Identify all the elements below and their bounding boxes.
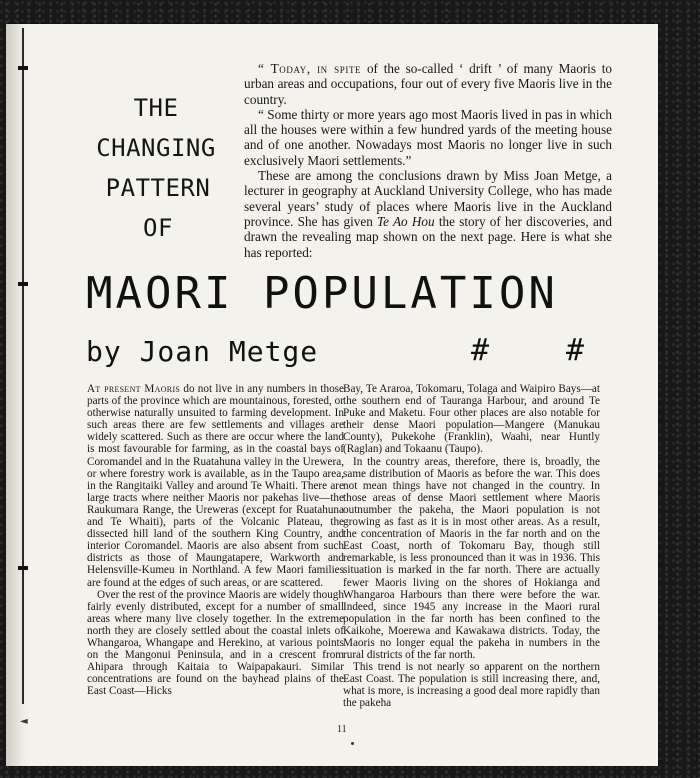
- binding-staple: [18, 282, 28, 286]
- intro-text: [244, 61, 612, 260]
- magazine-page: [6, 24, 658, 766]
- body-paragraph: Over the rest of the province Maoris are widely though fairly evenly distributed, except for a number of small areas where many live closely together. In the extreme north they are closely settled about the coastal inlets of Whangaroa, Whangape and Herekino, at various points on the Mangonui Peninsula, and in a crescent from Ahipara through Kaitaia to Waipapakauri. Similar concentrations are found on the bayhead plains of the East Coast—Hicks: [87, 588, 344, 698]
- body-lead: At present Maoris: [87, 383, 181, 395]
- binding-staple: [18, 66, 28, 70]
- print-speck: [351, 742, 354, 745]
- magazine-name: Te Ao Hou: [377, 213, 435, 229]
- hash-ornament: #: [566, 333, 585, 368]
- heading-line-1: THE: [133, 94, 179, 122]
- heading-line-4: OF: [143, 214, 173, 242]
- binding-staple: [18, 566, 28, 570]
- intro-lead: “ Today, in spite: [258, 61, 362, 76]
- body-paragraph: [87, 383, 344, 589]
- heading-line-3: PATTERN: [105, 174, 211, 202]
- body-column-2: [343, 383, 600, 710]
- article-title: MAORI POPULATION: [86, 268, 558, 319]
- body-text: do not live in any numbers in those parts of the province which are mountainous, forested, or otherwise naturally unsuited to farming development. In such areas there are few settlements and villages are widely scattered. Such as there are occur where the land is most favourable for farming, as in the coastal bays of Coromandel and in the Ruatahuna valley in the Urewera, or where forestry work is available, as in the Taupo area, in the Rangitaiki Valley and around Te Whaiti. There are large tracts where neither Maoris nor pakehas live—the Raukumara Range, the Ureweras (except for Ruatahuna and Te Whaiti), parts of the Volcanic Plateau, the dissected hill land of the southern King Country, and interior Coromandel. Maoris are also absent from such districts as those of Maungatapere, Warkworth and Helensville-Kumeu in Northland. A few Maori families are found at the edges of such areas, or are scattered.: [87, 383, 344, 589]
- intro-p3-text-a: These are among the conclusions drawn by Miss Joan Metge, a lecturer in geography at Auckland University College, who has made several years’ study of places where Maoris live in the Auckland province. She has given: [244, 168, 612, 229]
- intro-paragraph-1: [244, 61, 612, 107]
- intro-p3-text-b: the story of her discoveries, and drawn the revealing map shown on the next page. Here is what she has reported:: [244, 213, 612, 260]
- intro-paragraph-2: “ Some thirty or more years ago most Maoris lived in pas in which all the houses were within a few hundred yards of the meeting house and of one another. Nowadays most Maoris no longer live in such exclusively Maori settlements.”: [244, 106, 612, 168]
- page-number: 11: [337, 724, 347, 735]
- spine-line: [22, 28, 24, 704]
- intro-p1-text: of the so-called ‘ drift ’ of many Maoris to urban areas and occupations, four out of every five Maoris live in the country.: [244, 61, 613, 107]
- page-binding: [6, 24, 30, 766]
- body-paragraph: In the country areas, therefore, there is, broadly, the same distribution of Maoris as before the war. This does not mean things have not changed in the country. In those areas of dense Maori settlement where Maoris outnumber the pakeha, the Maori population is not growing as fast as it is in most other areas. As a result, the concentration of Maoris in the far north and on the East Coast, north of Tokomaru Bay, though still remarkable, is less pronounced than it was in 1936. This situation is marked in the far north. There are actually fewer Maoris living on the shores of Hokianga and Whangaroa Harbours than there were before the war. Indeed, since 1945 any increase in the Maori rural population in the far north has been confined to the Kaikohe, Moerewa and Kawakawa districts. Today, the Maoris no longer equal the pakeha in numbers in the rural districts of the far north.: [343, 455, 600, 662]
- intro-paragraph-3: [244, 168, 612, 260]
- byline: by Joan Metge: [86, 335, 319, 368]
- binding-mark: ◄: [20, 716, 28, 727]
- body-paragraph: This trend is not nearly so apparent on the northern East Coast. The population is still increasing there, and, what is more, is increasing a good deal more rapidly than the pakeha: [343, 661, 600, 710]
- body-column-1: [87, 383, 344, 697]
- hash-ornament: #: [471, 333, 490, 368]
- body-paragraph: Bay, Te Araroa, Tokomaru, Tolaga and Waipiro Bays—at the southern end of Tauranga Harbour, and around Te Puke and Maketu. Four other places are also notable for their dense Maori population—Mangere (Manukau County), Pukekohe (Franklin), Waahi, near Huntly (Raglan) and Tokaanu (Taupo).: [343, 383, 600, 456]
- heading-line-2: CHANGING: [96, 134, 216, 162]
